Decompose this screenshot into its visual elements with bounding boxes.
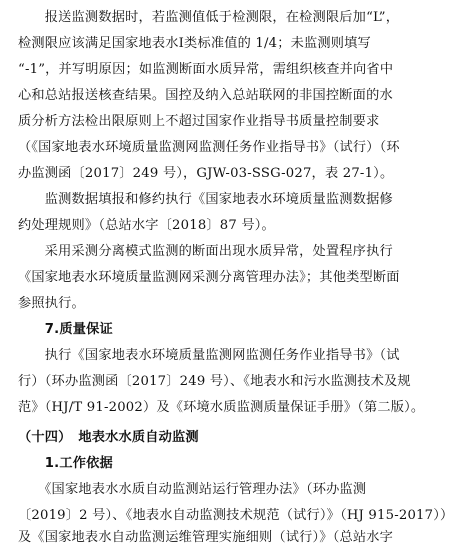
section-heading-auto-monitoring: （十四） 地表水水质自动监测	[18, 430, 199, 445]
paragraph-line: 报送监测数据时，若监测值低于检测限，在检测限后加“L”，	[18, 10, 400, 25]
paragraph-line: 范》（HJ/T 91-2002）及《环境水质监测质量保证手册》（第二版）。	[18, 400, 425, 415]
paragraph-line: 行）（环办监测函〔2017〕249 号）、《地表水和污水监测技术及规	[18, 374, 411, 389]
paragraph-line: “-1”，并写明原因；如监测断面水质异常，需组织核查并向省中	[18, 62, 394, 77]
paragraph-line: 执行《国家地表水环境质量监测网监测任务作业指导书》（试	[18, 348, 400, 363]
paragraph-line: 及《国家地表水自动监测运维管理实施细则（试行）》（总站水字	[18, 530, 394, 545]
paragraph-line: 监测数据填报和修约执行《国家地表水环境质量监测数据修	[18, 192, 393, 207]
paragraph-line: 质分析方法检出限原则上不超过国家作业指导书质量控制要求	[18, 114, 380, 129]
paragraph-line: 〔2019〕2 号）、《地表水自动监测技术规范（试行）》（HJ 915-2017））	[18, 508, 453, 523]
section-heading-quality-assurance: 7.质量保证	[18, 322, 113, 337]
paragraph-line: 《国家地表水水质自动监测站运行管理办法》（环办监测	[18, 482, 367, 497]
paragraph-line: 办监测函〔2017〕249 号），GJW-03-SSG-027，表 27-1）。	[18, 166, 394, 181]
paragraph-line: 《国家地表水环境质量监测网采测分离管理办法》；其他类型断面	[18, 270, 400, 285]
paragraph-line: 采用采测分离模式监测的断面出现水质异常，处置程序执行	[18, 244, 393, 259]
paragraph-line: （《国家地表水环境质量监测网监测任务作业指导书》（试行）（环	[18, 140, 400, 155]
paragraph-line: 约处理规则》（总站水字〔2018〕87 号）。	[18, 218, 275, 233]
subsection-heading-work-basis: 1.工作依据	[18, 456, 113, 471]
paragraph-line: 参照执行。	[18, 296, 85, 311]
paragraph-line: 检测限应该满足国家地表水Ⅰ类标准值的 1/4；未监测则填写	[18, 36, 371, 51]
paragraph-line: 心和总站报送核查结果。国控及纳入总站联网的非国控断面的水	[18, 88, 393, 103]
